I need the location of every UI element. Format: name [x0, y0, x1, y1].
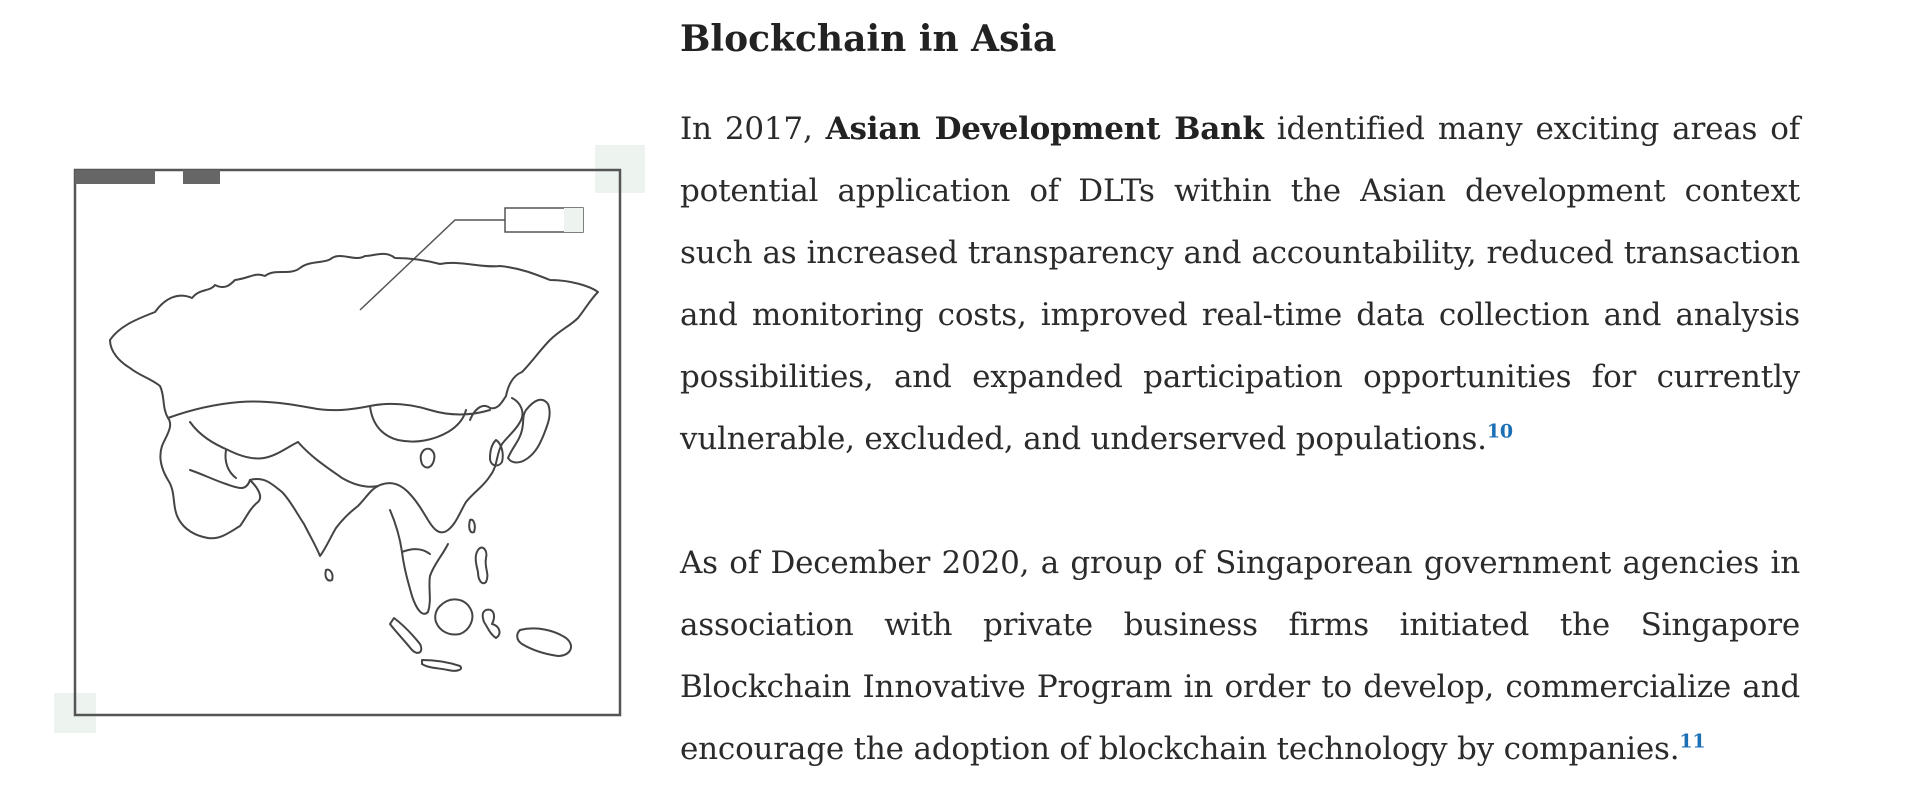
- footnote-ref-10[interactable]: 10: [1486, 420, 1513, 443]
- map-outline-sumatra: [390, 618, 421, 653]
- map-outline-java: [422, 660, 461, 671]
- paragraph-adb-body: identified many exciting areas of potential application of DLTs within the Asian development context such as increased transparency and accountability, reduced transaction and monitoring costs, improved real-time data collection and analysis possibilities, and expanded participation opportunities for currently vulnerable, excluded, and underserved populations.: [680, 111, 1801, 457]
- frame-tab-1: [75, 170, 155, 184]
- map-outline-lake: [421, 449, 435, 468]
- map-border-central: [168, 401, 490, 418]
- map-outline-south-asia: [250, 479, 378, 556]
- paragraph-singapore-body: As of December 2020, a group of Singaporean government agencies in association with private business firms initiated the Singapore Blockchain Innovative Program in order to develop, commercialize and encourage the adoption of blockchain technology by companies.: [680, 545, 1800, 767]
- asia-map-illustration: [50, 140, 650, 740]
- asia-map-icon: [50, 140, 650, 740]
- paragraph-adb: [680, 98, 1800, 470]
- map-outline-east-asia: [378, 398, 522, 532]
- map-border-kazakh: [190, 422, 298, 459]
- paragraph-adb-lead: In 2017,: [680, 111, 826, 147]
- map-outline-sulawesi: [483, 610, 500, 638]
- article-section: [680, 16, 1800, 780]
- callout-box-accent: [564, 208, 583, 232]
- footnote-ref-11[interactable]: 11: [1679, 730, 1706, 753]
- frame-tab-2: [183, 170, 220, 184]
- map-outline-new-guinea: [517, 628, 571, 656]
- map-outline-sri-lanka: [325, 570, 332, 581]
- map-outline-west: [110, 340, 260, 538]
- map-outline-indochina: [390, 510, 448, 614]
- map-frame: [75, 170, 620, 715]
- map-border-stans: [225, 450, 236, 478]
- map-border-iran: [190, 470, 250, 488]
- map-outline-philippines: [476, 548, 488, 584]
- map-outline-north: [110, 254, 598, 420]
- map-border-indochina: [402, 549, 430, 554]
- map-outline-taiwan: [469, 520, 475, 533]
- adb-emphasis: Asian Development Bank: [825, 111, 1264, 147]
- map-outline-borneo: [435, 599, 472, 634]
- map-border-mongolia: [370, 406, 466, 442]
- map-border-china: [298, 442, 378, 487]
- section-heading: Blockchain in Asia: [680, 18, 1057, 60]
- paragraph-singapore: [680, 532, 1800, 780]
